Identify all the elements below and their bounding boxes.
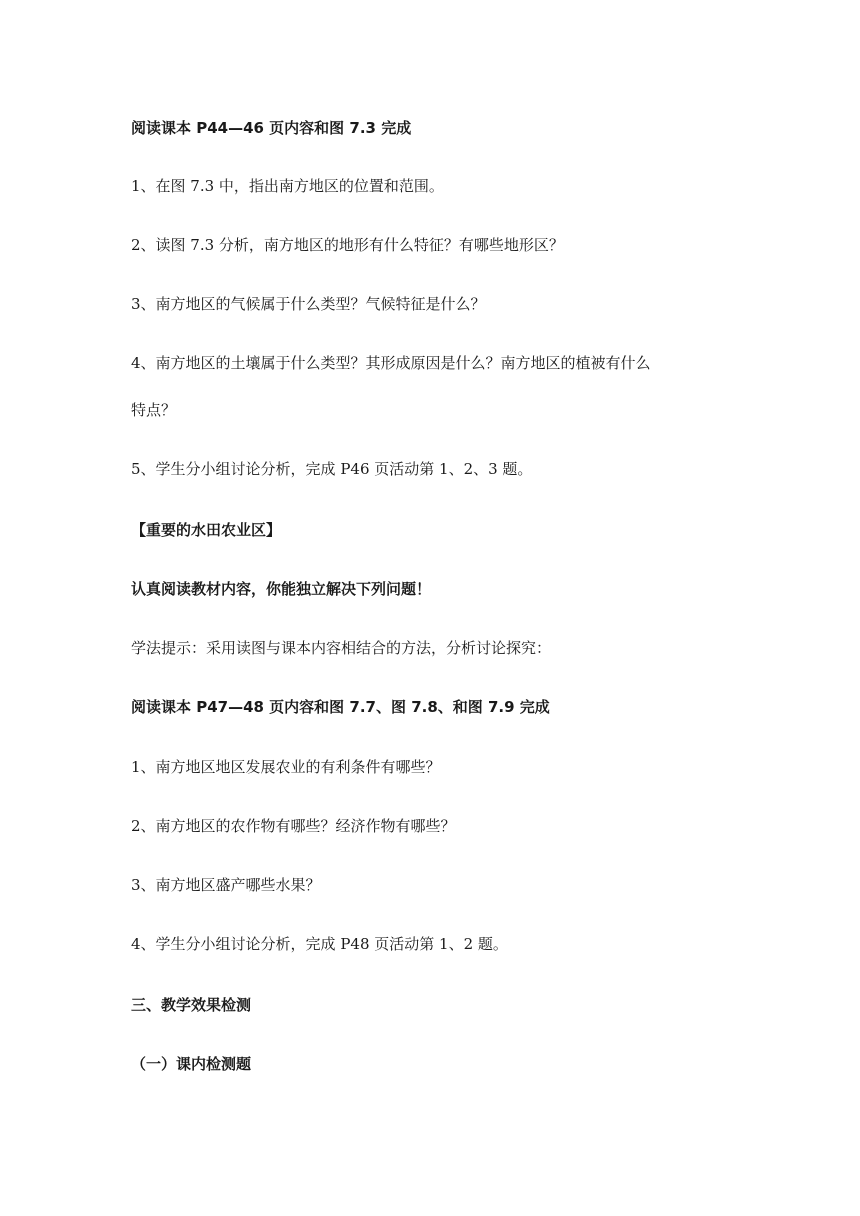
reading-heading-2: 阅读课本 P47—48 页内容和图 7.7、图 7.8、和图 7.9 完成 — [131, 698, 550, 716]
question-2-2: 2、南方地区的农作物有哪些？经济作物有哪些？ — [131, 817, 456, 835]
section-three-heading: 三、教学效果检测 — [131, 996, 252, 1014]
instruction-text: 认真阅读教材内容，你能独立解决下列问题！ — [131, 580, 432, 598]
question-2-4: 4、学生分小组讨论分析，完成 P48 页活动第 1、2 题。 — [131, 935, 508, 953]
reading-heading-1: 阅读课本 P44—46 页内容和图 7.3 完成 — [131, 119, 412, 137]
question-1-4-line-2: 特点？ — [131, 401, 177, 419]
question-1-2: 2、读图 7.3 分析，南方地区的地形有什么特征？有哪些地形区？ — [131, 236, 564, 254]
question-2-1: 1、南方地区地区发展农业的有利条件有哪些？ — [131, 758, 441, 776]
question-1-1: 1、在图 7.3 中，指出南方地区的位置和范围。 — [131, 177, 444, 195]
question-1-3: 3、南方地区的气候属于什么类型？气候特征是什么？ — [131, 295, 486, 313]
question-2-3: 3、南方地区盛产哪些水果？ — [131, 876, 321, 894]
question-1-5: 5、学生分小组讨论分析，完成 P46 页活动第 1、2、3 题。 — [131, 460, 533, 478]
subsection-one-heading: （一）课内检测题 — [131, 1055, 252, 1073]
question-1-4-line-1: 4、南方地区的土壤属于什么类型？其形成原因是什么？南方地区的植被有什么 — [131, 354, 651, 372]
section-paddy-heading: 【重要的水田农业区】 — [131, 521, 282, 539]
method-hint: 学法提示：采用读图与课本内容相结合的方法，分析讨论探究： — [131, 639, 552, 657]
